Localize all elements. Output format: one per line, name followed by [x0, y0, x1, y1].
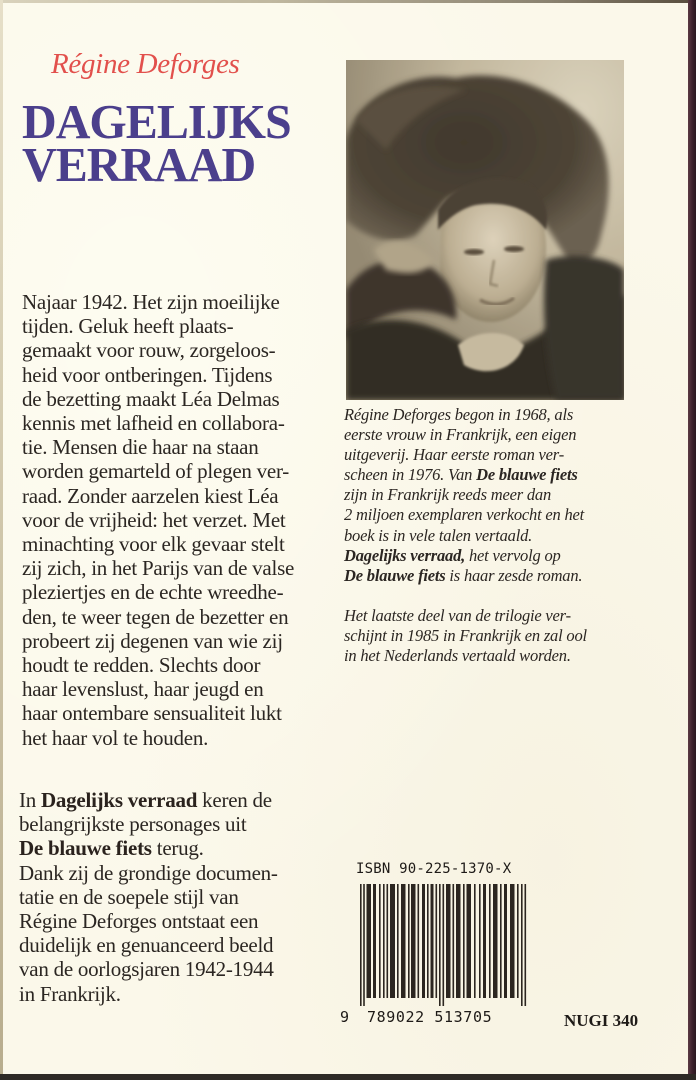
bio-line: boek is in vele talen vertaald.	[344, 525, 533, 545]
author-name: Régine Deforges	[51, 48, 240, 80]
text: is haar zesde roman.	[445, 565, 583, 585]
bio-line: uitgeverij. Haar eerste roman ver-	[344, 445, 564, 465]
synopsis-line: het haar vol te houden.	[22, 725, 209, 750]
sequel-line: in Frankrijk.	[19, 981, 121, 1006]
sequel-line: belangrijkste personages uit	[19, 812, 247, 837]
nugi-code: NUGI 340	[564, 1011, 639, 1030]
text: het vervolg op	[465, 545, 561, 565]
bio-line	[344, 546, 684, 566]
title-line-2: VERRAAD	[22, 137, 256, 192]
bio-line: zijn in Frankrijk reeds meer dan	[344, 485, 551, 505]
sequel-line: tatie en de soepele stijl van	[19, 884, 239, 909]
synopsis-line: voor de vrijheid: het verzet. Met	[22, 507, 286, 532]
ean-leading-digit: 9	[340, 1008, 350, 1026]
text: terug.	[151, 836, 204, 861]
left-edge-wear	[0, 0, 3, 1074]
synopsis-line: minachting voor elk gevaar stelt	[22, 532, 285, 557]
bio-line: Régine Deforges begon in 1968, als	[344, 405, 574, 424]
bio-line: Het laatste deel van de trilogie ver-	[344, 605, 571, 625]
bottom-edge	[0, 1074, 696, 1080]
sequel-line	[19, 836, 339, 860]
text: In	[19, 788, 41, 812]
book-title	[22, 94, 291, 192]
synopsis-line: pleziertjes en de echte wreedhe-	[22, 580, 284, 605]
ean-digits: 789022 513705	[367, 1008, 493, 1026]
sequel-note	[19, 788, 339, 1006]
book-title-ref: De blauwe fiets	[476, 465, 578, 485]
bio-line: eerste vrouw in Frankrijk, een eigen	[344, 425, 577, 445]
synopsis-line: heid voor ontberingen. Tijdens	[22, 362, 273, 387]
synopsis-line: tijden. Geluk heeft plaats-	[22, 314, 234, 339]
bio-line	[344, 465, 684, 485]
sequel-line: Dank zij de grondige documen-	[19, 860, 278, 885]
isbn-label: ISBN 90-225-1370-X	[356, 861, 512, 877]
sequel-line: van de oorlogsjaren 1942-1944	[19, 957, 274, 982]
text: scheen in 1976. Van	[344, 465, 477, 485]
barcode-icon	[360, 884, 528, 1006]
synopsis-line: den, te weer tegen de bezetter en	[22, 604, 289, 629]
sequel-line: duidelijk en genuanceerd beeld	[19, 933, 274, 958]
title-line-1: DAGELIJKS	[22, 94, 291, 149]
bio-line: schijnt in 1985 in Frankrijk en zal ool	[344, 625, 587, 645]
bio-line: 2 miljoen exemplaren verkocht en het	[344, 505, 585, 525]
synopsis-line: worden gemarteld of plegen ver-	[22, 459, 290, 484]
author-bio	[344, 405, 684, 666]
sequel-line	[19, 788, 339, 812]
synopsis-line: tie. Mensen die haar na staan	[22, 435, 259, 460]
synopsis-line: haar ontembare sensualiteit lukt	[22, 701, 282, 726]
paragraph-gap	[344, 586, 684, 606]
top-edge-wear	[0, 0, 688, 3]
bio-line	[344, 566, 684, 586]
text: keren de	[197, 788, 272, 812]
synopsis-line: kennis met lafheid en collabora-	[22, 411, 285, 436]
spine-edge	[688, 0, 696, 1080]
synopsis-line: houdt te redden. Slechts door	[22, 653, 261, 678]
book-title-ref: Dagelijks verraad,	[344, 545, 466, 565]
book-title-ref: De blauwe fiets	[344, 565, 446, 585]
synopsis	[22, 290, 342, 750]
book-title-ref: Dagelijks verraad	[41, 788, 198, 812]
synopsis-line: probeert zij degenen van wie zij	[22, 628, 283, 653]
sequel-line: Régine Deforges ontstaat een	[19, 909, 259, 934]
synopsis-line: haar levenslust, haar jeugd en	[22, 677, 264, 702]
synopsis-line: Najaar 1942. Het zijn moeilijke	[22, 290, 280, 314]
synopsis-line: zij zich, in het Parijs van de valse	[22, 556, 295, 581]
synopsis-line: raad. Zonder aarzelen kiest Léa	[22, 483, 279, 508]
book-title-ref: De blauwe fiets	[19, 836, 152, 861]
author-photo	[346, 60, 624, 400]
bio-line: in het Nederlands vertaald worden.	[344, 646, 571, 666]
synopsis-line: de bezetting maakt Léa Delmas	[22, 386, 280, 411]
synopsis-line: gemaakt voor rouw, zorgeloos-	[22, 338, 276, 363]
